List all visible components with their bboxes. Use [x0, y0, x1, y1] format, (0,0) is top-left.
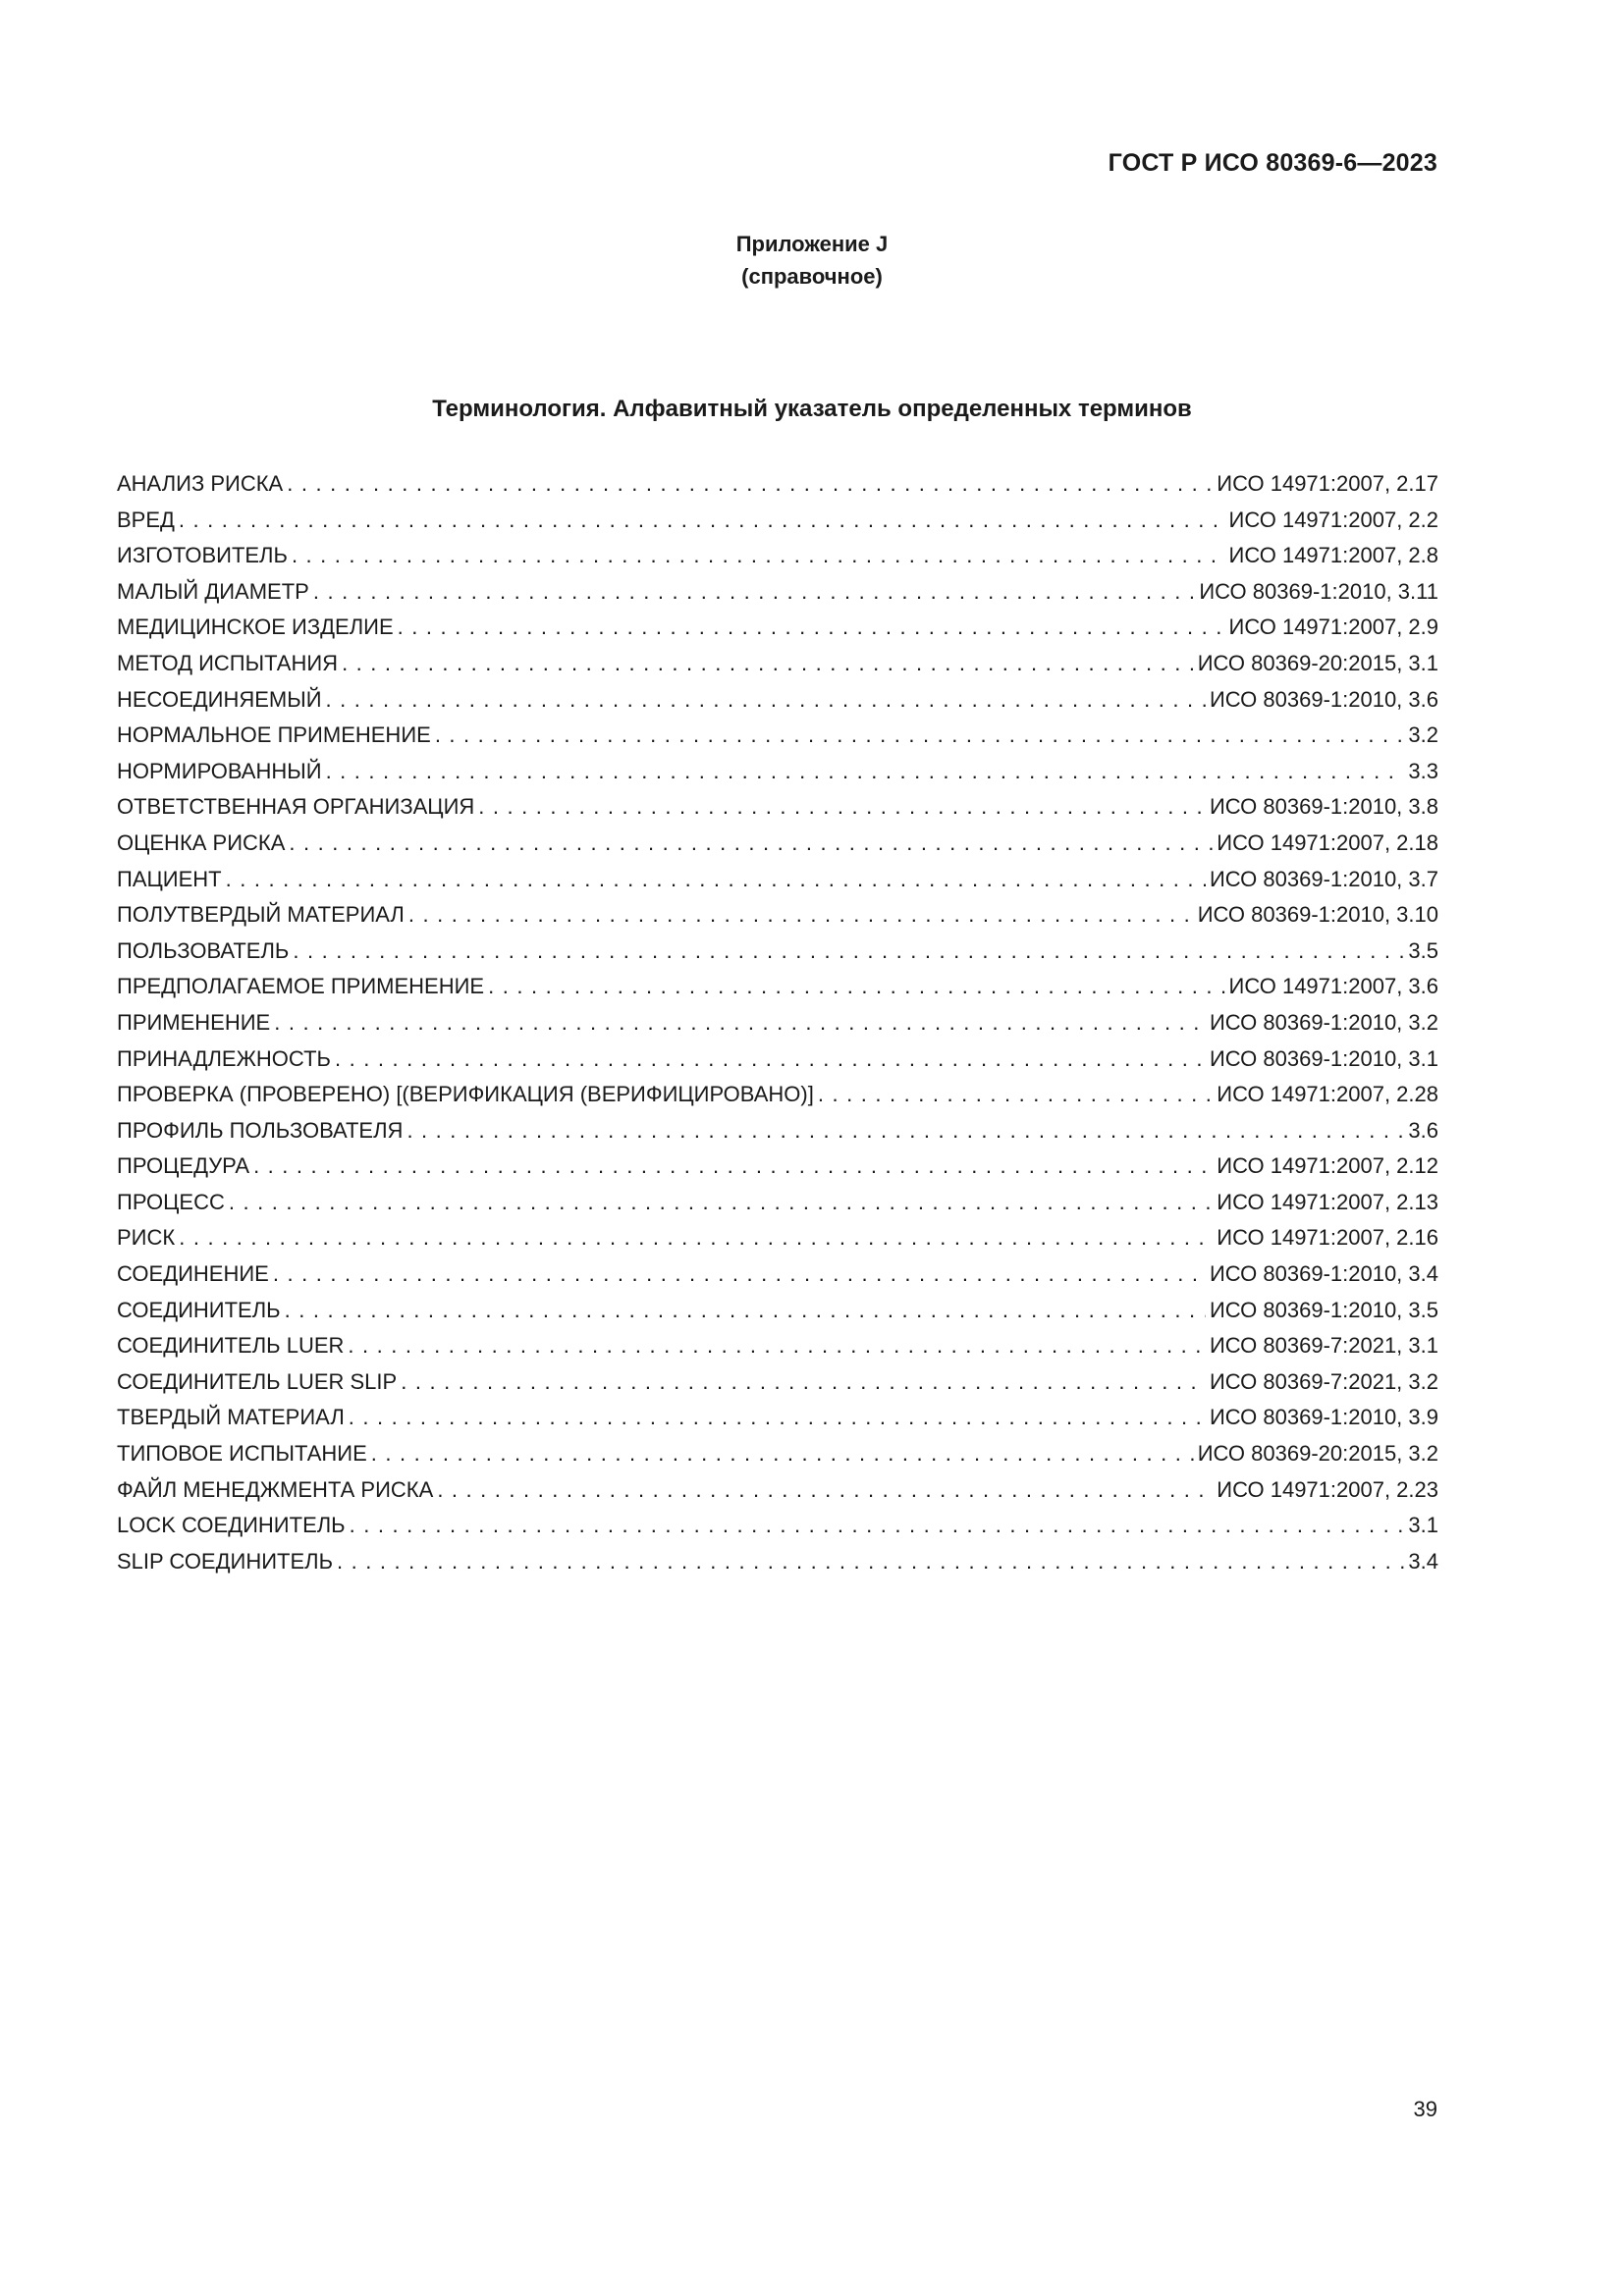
index-term: ТВЕРДЫЙ МАТЕРИАЛ	[117, 1405, 345, 1430]
index-term: СОЕДИНИТЕЛЬ LUER	[117, 1333, 345, 1359]
dot-leader	[287, 466, 1213, 503]
index-reference: ИСО 80369-20:2015, 3.1	[1197, 650, 1438, 675]
dot-leader	[274, 1005, 1206, 1041]
index-term: SLIP СОЕДИНИТЕЛЬ	[117, 1548, 333, 1574]
index-entry	[117, 538, 1438, 574]
index-term: НОРМАЛЬНОЕ ПРИМЕНЕНИЕ	[117, 722, 431, 748]
dot-leader	[342, 646, 1194, 682]
page-number: 39	[1413, 2097, 1437, 2121]
index-entry	[117, 574, 1438, 611]
index-reference: ИСО 80369-1:2010, 3.4	[1209, 1261, 1438, 1287]
annex-subtitle: (справочное)	[741, 264, 883, 289]
index-reference: ИСО 80369-1:2010, 3.10	[1197, 902, 1438, 928]
index-entry	[117, 1508, 1438, 1544]
index-reference: ИСО 14971:2007, 2.12	[1217, 1153, 1438, 1179]
annex-title: Приложение J	[735, 232, 889, 256]
index-entry	[117, 1544, 1438, 1580]
index-reference: 3.1	[1408, 1513, 1438, 1538]
dot-leader	[406, 1113, 1404, 1149]
index-entry	[117, 1364, 1438, 1401]
index-reference: ИСО 14971:2007, 2.18	[1217, 829, 1438, 855]
index-term: ПРОЦЕСС	[117, 1189, 225, 1214]
index-entry	[117, 646, 1438, 682]
index-reference: ИСО 14971:2007, 2.2	[1228, 507, 1438, 532]
dot-leader	[229, 1185, 1213, 1221]
dot-leader	[292, 538, 1225, 574]
dot-leader	[179, 1220, 1213, 1256]
index-reference: ИСО 80369-1:2010, 3.9	[1209, 1405, 1438, 1430]
dot-leader	[326, 754, 1405, 790]
index-reference: ИСО 14971:2007, 2.28	[1217, 1082, 1438, 1107]
index-term: ПРИНАДЛЕЖНОСТЬ	[117, 1045, 331, 1071]
index-entry	[117, 1256, 1438, 1293]
index-reference: 3.4	[1408, 1548, 1438, 1574]
index-term: ФАЙЛ МЕНЕДЖМЕНТА РИСКА	[117, 1476, 434, 1502]
index-term: СОЕДИНИТЕЛЬ	[117, 1297, 281, 1322]
dot-leader	[401, 1364, 1206, 1401]
dot-leader	[435, 718, 1405, 754]
index-reference: ИСО 80369-1:2010, 3.8	[1209, 794, 1438, 820]
index-entry	[117, 754, 1438, 790]
index-term: СОЕДИНИТЕЛЬ LUER SLIP	[117, 1368, 398, 1394]
index-entry	[117, 1185, 1438, 1221]
index-reference: ИСО 80369-1:2010, 3.11	[1199, 578, 1438, 604]
index-entry	[117, 789, 1438, 826]
index-entry	[117, 897, 1438, 934]
dot-leader	[337, 1544, 1404, 1580]
index-entry	[117, 503, 1438, 539]
index-entry	[117, 1148, 1438, 1185]
index-entry	[117, 969, 1438, 1005]
dot-leader	[293, 934, 1404, 970]
dot-leader	[313, 574, 1196, 611]
index-reference: ИСО 80369-1:2010, 3.5	[1209, 1297, 1438, 1322]
index-term: ПРОВЕРКА (ПРОВЕРЕНО) [(ВЕРИФИКАЦИЯ (ВЕРИФИЦИРОВАНО)]	[117, 1082, 814, 1107]
dot-leader	[285, 1293, 1206, 1329]
index-entry	[117, 1077, 1438, 1113]
index-term: СОЕДИНЕНИЕ	[117, 1261, 269, 1287]
dot-leader	[349, 1400, 1206, 1436]
index-entry	[117, 826, 1438, 862]
dot-leader	[179, 503, 1225, 539]
index-term: ОТВЕТСТВЕННАЯ ОРГАНИЗАЦИЯ	[117, 794, 475, 820]
dot-leader	[398, 610, 1225, 646]
index-entry	[117, 1400, 1438, 1436]
dot-leader	[818, 1077, 1213, 1113]
dot-leader	[326, 682, 1206, 719]
index-reference: 3.6	[1408, 1117, 1438, 1143]
dot-leader	[348, 1328, 1206, 1364]
index-entry	[117, 934, 1438, 970]
index-term: ПАЦИЕНТ	[117, 866, 222, 891]
index-term: РИСК	[117, 1225, 176, 1251]
index-reference: ИСО 14971:2007, 2.9	[1228, 614, 1438, 640]
index-term: АНАЛИЗ РИСКА	[117, 471, 284, 496]
index-term: ПОЛЬЗОВАТЕЛЬ	[117, 937, 290, 963]
index-entry	[117, 682, 1438, 719]
index-reference: ИСО 14971:2007, 2.17	[1217, 471, 1438, 496]
dot-leader	[437, 1472, 1213, 1509]
dot-leader	[226, 862, 1206, 898]
index-term: МАЛЫЙ ДИАМЕТР	[117, 578, 309, 604]
index-term: ТИПОВОЕ ИСПЫТАНИЕ	[117, 1441, 367, 1467]
index-term: НОРМИРОВАННЫЙ	[117, 758, 322, 783]
index-entry	[117, 1220, 1438, 1256]
index-entry	[117, 1472, 1438, 1509]
dot-leader	[335, 1041, 1206, 1078]
dot-leader	[289, 826, 1213, 862]
index-reference: ИСО 80369-1:2010, 3.6	[1209, 686, 1438, 712]
dot-leader	[371, 1436, 1194, 1472]
index-reference: ИСО 80369-1:2010, 3.1	[1209, 1045, 1438, 1071]
index-term: LOCK СОЕДИНИТЕЛЬ	[117, 1513, 346, 1538]
dot-leader	[408, 897, 1194, 934]
dot-leader	[273, 1256, 1206, 1293]
index-entry	[117, 466, 1438, 503]
index-reference: 3.5	[1408, 937, 1438, 963]
index-entry	[117, 862, 1438, 898]
index-entry	[117, 1113, 1438, 1149]
index-entry	[117, 1041, 1438, 1078]
index-reference: ИСО 80369-1:2010, 3.2	[1209, 1009, 1438, 1035]
index-term: ИЗГОТОВИТЕЛЬ	[117, 543, 288, 568]
dot-leader	[350, 1508, 1405, 1544]
term-index-list	[117, 466, 1438, 1579]
index-reference: 3.2	[1408, 722, 1438, 748]
index-reference: ИСО 14971:2007, 2.16	[1217, 1225, 1438, 1251]
index-term: ОЦЕНКА РИСКА	[117, 829, 286, 855]
dot-leader	[478, 789, 1206, 826]
index-term: МЕДИЦИНСКОЕ ИЗДЕЛИЕ	[117, 614, 394, 640]
index-term: ПРОФИЛЬ ПОЛЬЗОВАТЕЛЯ	[117, 1117, 404, 1143]
dot-leader	[253, 1148, 1213, 1185]
index-term: ПРОЦЕДУРА	[117, 1153, 250, 1179]
index-term: ВРЕД	[117, 507, 175, 532]
index-reference: ИСО 14971:2007, 2.23	[1217, 1476, 1438, 1502]
index-entry	[117, 1328, 1438, 1364]
index-reference: ИСО 14971:2007, 2.8	[1228, 543, 1438, 568]
section-title: Терминология. Алфавитный указатель определенных терминов	[432, 396, 1192, 422]
dot-leader	[488, 969, 1224, 1005]
index-reference: ИСО 80369-7:2021, 3.1	[1209, 1333, 1438, 1359]
document-code: ГОСТ Р ИСО 80369-6—2023	[1108, 149, 1437, 177]
annex-heading	[0, 228, 1624, 293]
index-entry	[117, 1005, 1438, 1041]
index-term: НЕСОЕДИНЯЕМЫЙ	[117, 686, 322, 712]
index-entry	[117, 1293, 1438, 1329]
index-reference: ИСО 14971:2007, 3.6	[1228, 974, 1438, 999]
index-reference: ИСО 80369-1:2010, 3.7	[1209, 866, 1438, 891]
index-entry	[117, 718, 1438, 754]
index-reference: ИСО 80369-20:2015, 3.2	[1197, 1441, 1438, 1467]
index-term: ПРЕДПОЛАГАЕМОЕ ПРИМЕНЕНИЕ	[117, 974, 485, 999]
index-term: МЕТОД ИСПЫТАНИЯ	[117, 650, 339, 675]
index-term: ПОЛУТВЕРДЫЙ МАТЕРИАЛ	[117, 902, 405, 928]
index-entry	[117, 1436, 1438, 1472]
index-reference: ИСО 80369-7:2021, 3.2	[1209, 1368, 1438, 1394]
index-term: ПРИМЕНЕНИЕ	[117, 1009, 271, 1035]
index-reference: ИСО 14971:2007, 2.13	[1217, 1189, 1438, 1214]
index-entry	[117, 610, 1438, 646]
index-reference: 3.3	[1408, 758, 1438, 783]
